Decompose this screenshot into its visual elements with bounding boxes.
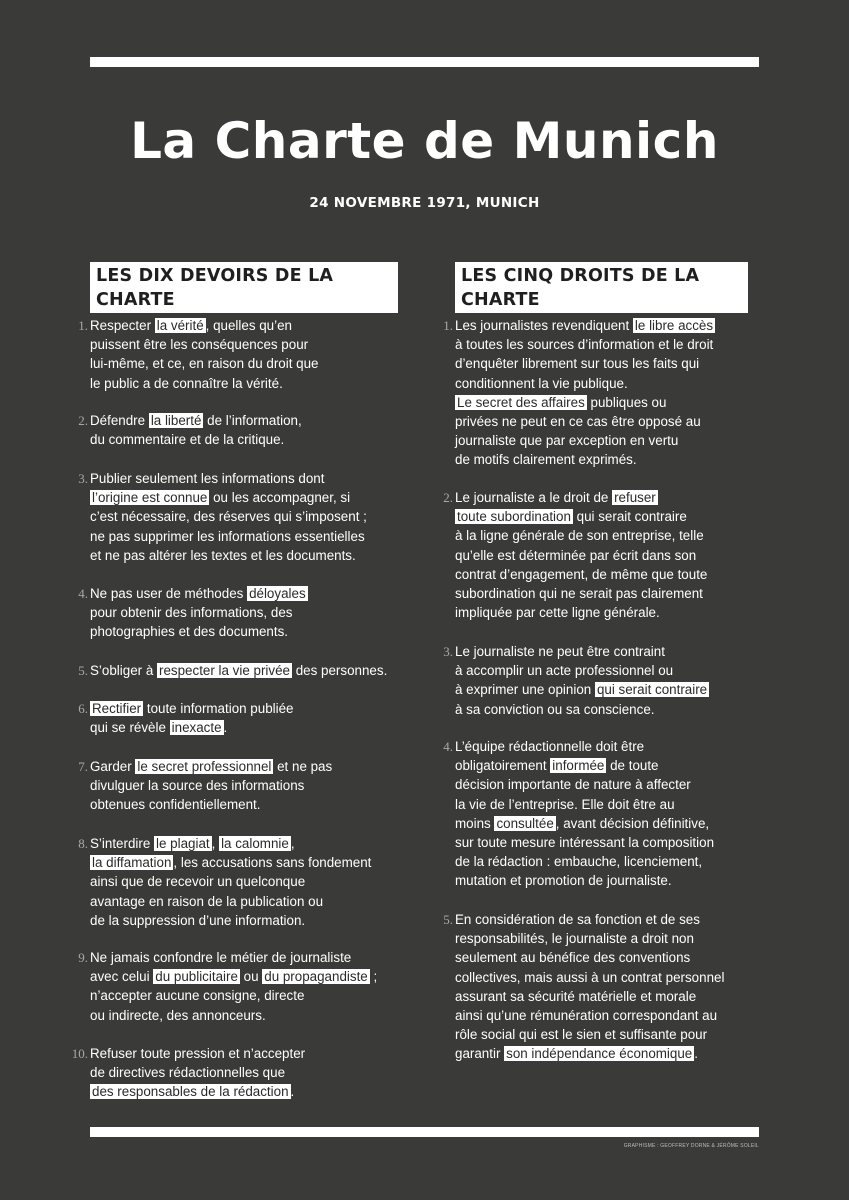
- text-line: [455, 374, 715, 393]
- text-segment: S’obliger à: [90, 663, 157, 678]
- text-segment: Respecter: [90, 318, 155, 333]
- text-segment: seulement au bénéfice des conventions: [455, 950, 691, 966]
- text-segment: contrat d’engagement, de même que toute: [455, 566, 708, 582]
- devoir-item-text: [90, 834, 371, 930]
- text-segment: qu’elle est déterminée par écrit dans son: [455, 547, 697, 563]
- text-line: [455, 526, 707, 545]
- text-line: [455, 584, 707, 603]
- design-credit: GRAPHISME : GEOFFREY DORNE & JÉRÔME SOLEIL: [623, 1143, 759, 1149]
- highlighted-term: informée: [552, 758, 605, 774]
- text-line: [90, 374, 319, 393]
- droit-item-number: 4.: [443, 739, 453, 754]
- text-segment: et ne pas altérer les textes et les documents.: [90, 547, 356, 563]
- text-segment: .: [223, 720, 228, 736]
- devoir-item-number: 6.: [78, 701, 88, 716]
- text-line: [455, 316, 715, 335]
- text-line: [90, 1044, 305, 1063]
- text-segment: ,: [211, 836, 220, 851]
- devoir-item-number: 10.: [71, 1046, 88, 1061]
- text-segment: , quelles qu’en: [205, 318, 292, 333]
- text-line: [90, 507, 367, 526]
- text-segment: Les journalistes revendiquent: [455, 318, 633, 333]
- droit-item-text: [455, 910, 724, 1064]
- text-segment: à exprimer une opinion: [455, 682, 595, 698]
- text-segment: de toute: [606, 758, 659, 774]
- highlighted-term: l’origine est connue: [92, 490, 208, 506]
- text-segment: des personnes.: [292, 663, 388, 678]
- droit-item-number: 1.: [443, 318, 453, 333]
- text-line: [455, 968, 724, 987]
- devoir-item-text: [90, 316, 319, 393]
- text-segment: ou les accompagner, si: [209, 490, 351, 506]
- text-line: [455, 354, 715, 373]
- text-segment: Ne pas user de méthodes: [90, 586, 248, 601]
- text-line: [455, 737, 714, 756]
- highlighted-term: toute subordination: [457, 509, 571, 525]
- text-segment: responsabilités, le journaliste a droit non: [455, 931, 694, 947]
- text-line: [90, 776, 332, 795]
- highlighted-term: déloyales: [249, 586, 306, 601]
- text-segment: pour obtenir des informations, des: [90, 605, 293, 621]
- text-segment: Refuser toute pression et n’accepter: [90, 1046, 306, 1061]
- text-line: [90, 853, 371, 872]
- text-segment: L’équipe rédactionnelle doit être: [455, 739, 645, 754]
- highlighted-term: inexacte: [171, 720, 222, 736]
- text-line: [455, 488, 707, 507]
- text-segment: S’interdire: [90, 836, 155, 851]
- devoir-item-text: [90, 661, 387, 680]
- text-segment: décision importante de nature à affecter: [455, 777, 691, 793]
- text-line: [90, 699, 294, 718]
- text-segment: photographies et des documents.: [90, 624, 289, 640]
- droit-item-number: 5.: [443, 912, 453, 927]
- text-line: [90, 661, 387, 680]
- text-line: [455, 1025, 724, 1044]
- devoir-item-number: 2.: [78, 413, 88, 428]
- text-line: [90, 1082, 305, 1101]
- devoir-item-text: [90, 411, 302, 449]
- text-segment: de la suppression d’une information.: [90, 912, 306, 928]
- text-segment: à la ligne générale de son entreprise, telle: [455, 528, 704, 544]
- text-segment: ainsi que de recevoir un quelconque: [90, 874, 306, 890]
- text-line: [455, 1006, 724, 1025]
- text-line: [455, 412, 715, 431]
- text-segment: ou indirecte, des annonceurs.: [90, 1007, 266, 1023]
- text-segment: .: [694, 1046, 698, 1062]
- text-segment: ,: [290, 836, 295, 851]
- highlighted-term: du publicitaire: [155, 969, 238, 985]
- text-segment: obtenues confidentiellement.: [90, 797, 261, 813]
- droit-item-number: 3.: [443, 644, 453, 659]
- devoir-item-number: 8.: [78, 836, 88, 851]
- text-segment: Le journaliste a le droit de: [455, 490, 613, 505]
- text-line: [455, 756, 714, 775]
- text-line: [90, 622, 308, 641]
- text-segment: collectives, mais aussi à un contrat personnel: [455, 969, 725, 985]
- text-line: [90, 948, 377, 967]
- text-segment: n’accepter aucune consigne, directe: [90, 988, 305, 1004]
- text-segment: de directives rédactionnelles que: [90, 1065, 286, 1081]
- text-segment: le public a de connaître la vérité.: [90, 375, 283, 391]
- devoir-item-text: [90, 699, 294, 737]
- text-segment: divulguer la source des informations: [90, 778, 305, 794]
- text-line: [90, 584, 308, 603]
- text-segment: lui-même, et ce, en raison du droit que: [90, 356, 319, 372]
- text-line: [455, 661, 709, 680]
- text-line: [455, 814, 714, 833]
- text-segment: En considération de sa fonction et de ses: [455, 912, 700, 927]
- text-line: [90, 1006, 377, 1025]
- text-line: [90, 1063, 305, 1082]
- text-line: [455, 450, 715, 469]
- text-line: [455, 929, 724, 948]
- text-segment: rôle social qui est le sien et suffisante pour: [455, 1027, 708, 1043]
- droit-item-text: [455, 642, 709, 719]
- text-segment: conditionnent la vie publique.: [455, 375, 628, 391]
- text-segment: d’enquêter librement sur tous les faits qui: [455, 356, 700, 372]
- text-line: [90, 757, 332, 776]
- devoir-item-text: [90, 1044, 305, 1102]
- text-line: [90, 488, 367, 507]
- bottom-rule: [90, 1127, 759, 1137]
- text-segment: ainsi qu’une rémunération correspondant au: [455, 1008, 718, 1024]
- text-segment: toute information publiée: [143, 701, 294, 716]
- highlighted-term: des responsables de la rédaction: [92, 1084, 289, 1100]
- highlighted-term: le libre accès: [634, 318, 714, 333]
- text-line: [90, 603, 308, 622]
- text-line: [90, 430, 302, 449]
- text-segment: ou: [239, 969, 263, 985]
- text-segment: la vie de l’entreprise. Elle doit être au: [455, 796, 675, 812]
- text-segment: , les accusations sans fondement: [173, 855, 372, 871]
- text-segment: sur toute mesure intéressant la composition: [455, 835, 715, 851]
- text-line: [455, 775, 714, 794]
- highlighted-term: refuser: [614, 490, 656, 505]
- devoirs-column: [68, 262, 398, 1100]
- text-line: [455, 987, 724, 1006]
- text-line: [455, 852, 714, 871]
- text-segment: et ne pas: [273, 759, 333, 774]
- highlighted-term: la liberté: [150, 413, 202, 428]
- text-segment: c’est nécessaire, des réserves qui s’imposent ;: [90, 509, 367, 525]
- highlighted-term: son indépendance économique: [506, 1046, 693, 1062]
- text-segment: avec celui: [90, 969, 154, 985]
- devoir-item-text: [90, 469, 367, 565]
- text-line: [455, 642, 709, 661]
- text-line: [455, 910, 724, 929]
- droits-column: [433, 262, 748, 1062]
- text-line: [455, 700, 709, 719]
- text-segment: journaliste que par exception en vertu: [455, 433, 679, 449]
- text-line: [455, 871, 714, 890]
- text-line: [455, 680, 709, 699]
- text-segment: Ne jamais confondre le métier de journaliste: [90, 950, 352, 965]
- text-segment: ;: [369, 969, 378, 985]
- highlighted-term: qui serait contraire: [596, 682, 708, 698]
- text-segment: moins: [455, 815, 495, 831]
- droit-item-text: [455, 488, 707, 622]
- text-line: [455, 335, 715, 354]
- text-line: [90, 967, 377, 986]
- text-segment: du commentaire et de la critique.: [90, 432, 285, 448]
- text-line: [455, 833, 714, 852]
- highlighted-term: le secret professionnel: [137, 759, 272, 774]
- text-line: [90, 546, 367, 565]
- devoir-item-text: [90, 948, 377, 1025]
- devoir-item-number: 4.: [78, 586, 88, 601]
- devoir-item-number: 1.: [78, 318, 88, 333]
- text-line: [455, 565, 707, 584]
- text-segment: à accomplir un acte professionnel ou: [455, 663, 674, 679]
- text-segment: privées ne peut en ce cas être opposé au: [455, 414, 701, 430]
- text-segment: de motifs clairement exprimés.: [455, 452, 637, 468]
- droit-item-text: [455, 316, 715, 470]
- text-line: [455, 393, 715, 412]
- text-line: [455, 431, 715, 450]
- highlighted-term: la vérité: [156, 318, 204, 333]
- text-line: [455, 1044, 724, 1063]
- droit-item-text: [455, 737, 714, 891]
- text-line: [90, 316, 319, 335]
- droit-item-number: 2.: [443, 490, 453, 505]
- devoir-item-number: 9.: [78, 950, 88, 965]
- text-segment: .: [290, 1084, 295, 1100]
- text-line: [90, 718, 294, 737]
- text-segment: qui se révèle: [90, 720, 170, 736]
- text-line: [90, 911, 371, 930]
- text-line: [455, 795, 714, 814]
- text-segment: obligatoirement: [455, 758, 551, 774]
- text-line: [90, 892, 371, 911]
- devoir-item-number: 7.: [78, 759, 88, 774]
- text-line: [455, 546, 707, 565]
- highlighted-term: la calomnie: [221, 836, 289, 851]
- text-segment: , avant décision définitive,: [555, 815, 710, 831]
- devoir-item-text: [90, 757, 332, 815]
- highlighted-term: la diffamation: [92, 855, 172, 871]
- devoir-item-number: 3.: [78, 471, 88, 486]
- text-segment: assurant sa sécurité matérielle et morale: [455, 988, 697, 1004]
- page-title: La Charte de Munich: [130, 112, 719, 170]
- devoir-item-number: 5.: [78, 663, 88, 678]
- text-line: [90, 527, 367, 546]
- text-segment: mutation et promotion de journaliste.: [455, 873, 672, 889]
- highlighted-term: consultée: [496, 815, 554, 831]
- highlighted-term: Rectifier: [92, 701, 142, 716]
- text-line: [90, 411, 302, 430]
- text-segment: ne pas supprimer les informations essentielles: [90, 528, 365, 544]
- highlighted-term: du propagandiste: [264, 969, 368, 985]
- text-line: [90, 795, 332, 814]
- text-segment: subordination qui ne serait pas clairement: [455, 586, 703, 602]
- text-segment: avantage en raison de la publication ou: [90, 893, 324, 909]
- text-line: [90, 469, 367, 488]
- text-segment: puissent être les conséquences pour: [90, 337, 309, 353]
- highlighted-term: respecter la vie privée: [159, 663, 290, 678]
- text-line: [90, 354, 319, 373]
- top-rule: [90, 57, 759, 67]
- page-subtitle: 24 NOVEMBRE 1971, MUNICH: [309, 195, 540, 211]
- text-segment: Défendre: [90, 413, 149, 428]
- text-segment: impliquée par cette ligne générale.: [455, 605, 660, 621]
- text-line: [455, 603, 707, 622]
- droits-heading: LES CINQ DROITS DE LA CHARTE: [455, 262, 748, 313]
- text-segment: à sa conviction ou sa conscience.: [455, 701, 655, 717]
- text-segment: qui serait contraire: [572, 509, 687, 525]
- devoir-item-text: [90, 584, 308, 642]
- devoirs-heading: LES DIX DEVOIRS DE LA CHARTE: [90, 262, 398, 313]
- text-line: [455, 507, 707, 526]
- text-segment: publiques ou: [586, 394, 667, 410]
- text-line: [90, 834, 371, 853]
- text-segment: à toutes les sources d’information et le droit: [455, 337, 714, 353]
- highlighted-term: le plagiat: [156, 836, 210, 851]
- text-segment: de l’information,: [203, 413, 302, 428]
- text-segment: Le journaliste ne peut être contraint: [455, 644, 665, 659]
- text-segment: Publier seulement les informations dont: [90, 471, 325, 486]
- text-segment: de la rédaction : embauche, licenciement,: [455, 854, 703, 870]
- text-line: [90, 335, 319, 354]
- text-line: [455, 948, 724, 967]
- text-line: [90, 872, 371, 891]
- text-segment: Garder: [90, 759, 136, 774]
- text-segment: garantir: [455, 1046, 505, 1062]
- highlighted-term: Le secret des affaires: [457, 394, 585, 410]
- text-line: [90, 986, 377, 1005]
